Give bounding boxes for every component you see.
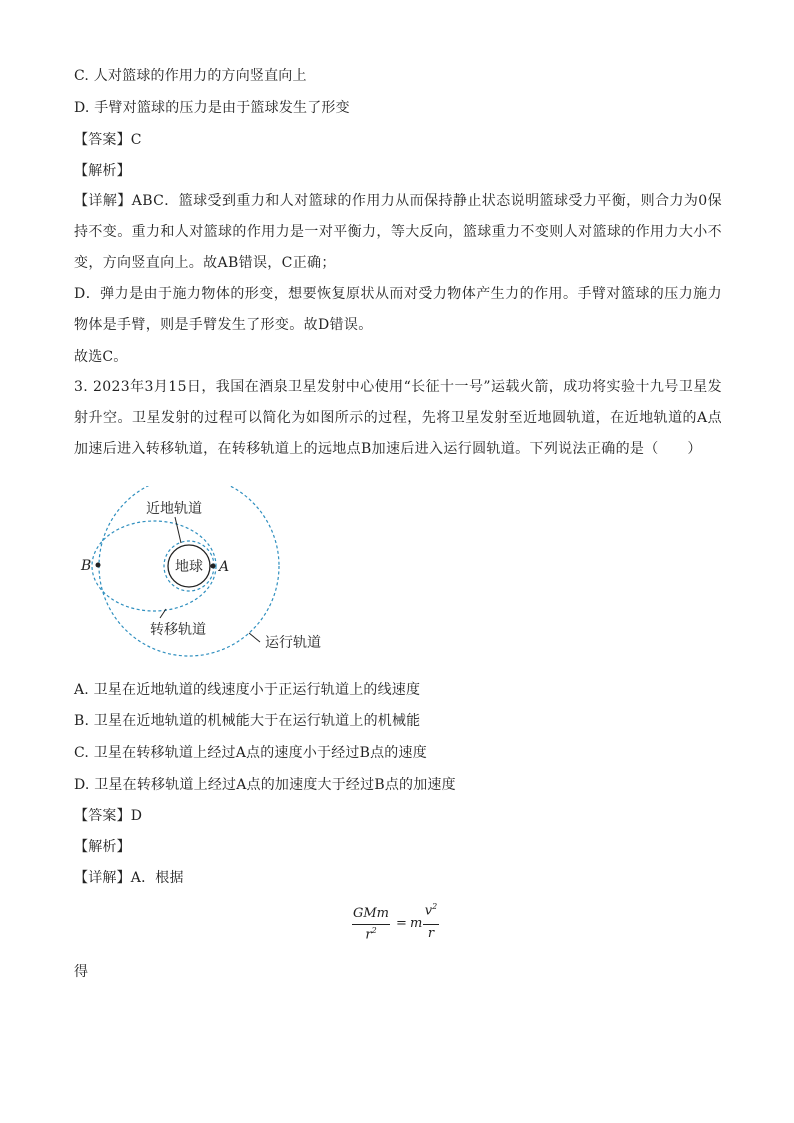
run-orbit-leader — [249, 633, 260, 642]
explanation-paragraph-1: 【详解】ABC．篮球受到重力和人对篮球的作用力从而保持静止状态说明篮球受力平衡，则合力为0保持不变。重力和人对篮球的作用力是一对平衡力，等大反向，篮球重力不变则人对篮球的作用力大小不变，方向竖直向上。故AB错误，C正确； — [74, 193, 722, 271]
point-a-label: A — [219, 559, 230, 575]
analysis-label-2: 【解析】 — [74, 839, 131, 855]
gravity-formula — [350, 900, 450, 950]
option-d-prev: D. 手臂对篮球的压力是由于篮球发生了形变 — [74, 100, 350, 116]
formula-bar-right — [423, 924, 439, 925]
formula-coef: m — [410, 916, 423, 931]
earth-label: 地球 — [175, 559, 203, 575]
explanation-paragraph-2: D．弹力是由于施力物体的形变，想要恢复原状从而对受力物体产生力的作用。手臂对篮球的压力施力物体是手臂，则是手臂发生了形变。故D错误。 — [74, 286, 722, 333]
option-c: C. 卫星在转移轨道上经过A点的速度小于经过B点的速度 — [74, 745, 427, 761]
orbit-diagram — [74, 486, 344, 666]
formula-equals: = — [396, 916, 407, 931]
formula-num-left: GMm — [352, 906, 390, 921]
formula-num-right: $v^2$ — [424, 902, 438, 919]
near-orbit-leader — [175, 517, 181, 543]
question-3-stem: 3. 2023年3月15日，我国在酒泉卫星发射中心使用“长征十一号”运载火箭，成功将实验十九号卫星发射升空。卫星发射的过程可以简化为如图所示的过程，先将卫星发射至近地圆轨道，在近地轨道的A点加速后进入转移轨道，在转移轨道上的远地点B加速后进入运行圆轨道。下列说法正确的是（ ） — [74, 379, 722, 457]
formula-den-left: $r^2$ — [365, 926, 377, 943]
near-orbit-label: 近地轨道 — [146, 501, 202, 517]
option-c-prev: C. 人对篮球的作用力的方向竖直向上 — [74, 68, 307, 84]
point-b-dot — [96, 563, 101, 568]
point-a-dot — [211, 564, 216, 569]
answer-label-2: 【答案】D — [74, 808, 143, 824]
formula-bar-left — [352, 924, 390, 925]
transfer-orbit-label: 转移轨道 — [150, 622, 206, 638]
analysis-label-1: 【解析】 — [74, 163, 131, 179]
detail-start: 【详解】A．根据 — [74, 870, 184, 886]
run-orbit-label: 运行轨道 — [265, 635, 321, 651]
option-a: A. 卫星在近地轨道的线速度小于正运行轨道上的线速度 — [74, 682, 421, 698]
result-word: 得 — [74, 964, 89, 980]
option-b: B. 卫星在近地轨道的机械能大于在运行轨道上的机械能 — [74, 713, 421, 729]
option-d: D. 卫星在转移轨道上经过A点的加速度大于经过B点的加速度 — [74, 777, 456, 793]
formula-den-right: r — [427, 926, 435, 941]
choice-conclusion-1: 故选C。 — [74, 349, 128, 365]
answer-label-1: 【答案】C — [74, 132, 142, 148]
point-b-label: B — [81, 558, 92, 574]
